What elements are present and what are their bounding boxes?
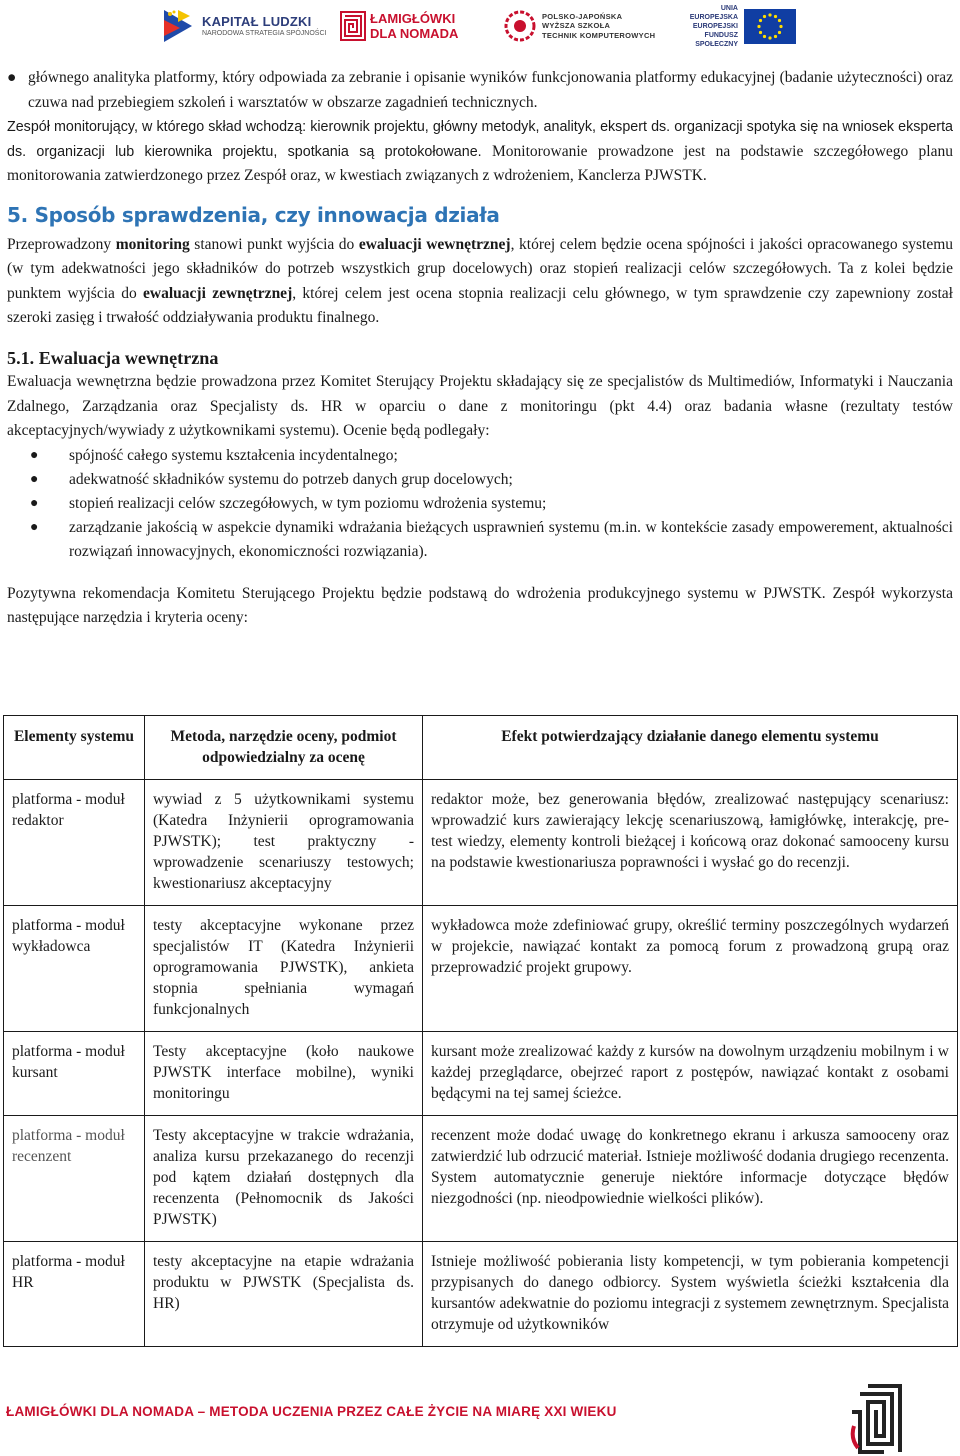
cell-method: testy akceptacyjne wykonane przez specjalistów IT (Katedra Inżynierii oprogramowania PJWSTK), ankieta stopnia spełniania wymagań funkcjonalnych bbox=[145, 906, 423, 1032]
cell-effect: kursant może zrealizować każdy z kursów na dowolnym urządzeniu mobilnym i w każdej przeglądarce, obejrzeć raport z postępów, nawiązać kontakt z osobami będącymi na tej samej ścieżce. bbox=[423, 1032, 958, 1116]
bullet-icon: ● bbox=[30, 471, 39, 487]
table-header-row bbox=[4, 716, 958, 780]
eu-logo bbox=[678, 4, 800, 48]
table-row bbox=[4, 780, 958, 906]
cell-method: Testy akceptacyjne (koło naukowe PJWSTK interface mobilne), wyniki monitoringu bbox=[145, 1032, 423, 1116]
intro-bullet-paragraph bbox=[7, 66, 953, 115]
section-5-heading: 5. Sposób sprawdzenia, czy innowacja działa bbox=[7, 202, 500, 227]
cell-effect: redaktor może, bez generowania błędów, zrealizować następujący scenariusz: wprowadzić kurs zawierający lekcję scenariuszową, łamigłówkę, interakcję, pre-test wiedzy, elementy kontroli bieżącej i końcową oraz dokonać samooceny kursu na podstawie kwestionariusza poprawności i wysłać go do recenzji. bbox=[423, 780, 958, 906]
lamiglowki-logo bbox=[340, 4, 472, 48]
cell-method: testy akceptacyjne na etapie wdrażania produktu w PJWSTK (Specjalista ds. HR) bbox=[145, 1242, 423, 1347]
footer-text: ŁAMIGŁÓWKI DLA NOMADA – METODA UCZENIA PRZEZ CAŁE ŻYCIE NA MIARĘ XXI WIEKU bbox=[6, 1404, 617, 1419]
recommendation-paragraph: Pozytywna rekomendacja Komitetu Sterującego Projektu będzie podstawą do wdrożenia produkcyjnego systemu w PJWSTK. Zespół wykorzysta następujące narzędzia i kryteria oceny: bbox=[7, 584, 953, 626]
header-method: Metoda, narzędzie oceny, podmiot odpowiedzialny za ocenę bbox=[145, 716, 423, 780]
cell-effect: Istnieje możliwość pobierania listy kompetencji, w tym pobierania kompetencji przypisanych do danego odbiorcy. System wyświetla ścieżki kształcenia dla kursantów adekwatnie do poziomu integracji z systemem zewnętrznym. Specjalista otrzymuje od użytkowników bbox=[423, 1242, 958, 1347]
intro-p3: Monitorowanie prowadzone jest na podstawie szczegółowego planu monitorowania zatwierdzonego przez Zespół oraz, w kwestiach związanych z wdrożeniem, Kanclerza PJWSTK. bbox=[7, 142, 953, 184]
monitoring-team-paragraph bbox=[7, 115, 953, 189]
criteria-list bbox=[30, 444, 953, 564]
table-row bbox=[4, 1242, 958, 1347]
cell-method: Testy akceptacyjne w trakcie wdrażania, analiza kursu przekazanego do recenzji pod kątem działań dostępnych dla recenzenta (Pełnomocnik ds Jakości PJWSTK) bbox=[145, 1116, 423, 1242]
lamiglowki-line2: DLA NOMADA bbox=[370, 26, 459, 41]
section-5-1-paragraph: Ewaluacja wewnętrzna będzie prowadzona przez Komitet Sterujący Projektu składający się ze specjalistów ds Multimediów, Informatyki i Nauczania Zdalnego, Zarządzania oraz Specjalisty ds. HR w oparciu o dane z monitoringu (pkt 4.4) oraz badania własne (rezultaty testów akceptacyjnych/wywiady z użytkownikami systemu). Ocenie będą podlegały: bbox=[7, 373, 953, 439]
kapital-ludzki-emblem-icon bbox=[160, 6, 196, 46]
pjwstk-line2: WYŻSZA SZKOŁA bbox=[542, 21, 611, 31]
table-row bbox=[4, 906, 958, 1032]
section-5-1-heading: 5.1. Ewaluacja wewnętrzna bbox=[7, 347, 219, 368]
bullet-icon: ● bbox=[7, 69, 17, 86]
table-row bbox=[4, 1032, 958, 1116]
cell-method: wywiad z 5 użytkownikami systemu (Katedra Inżynierii oprogramowania PJWSTK); test praktyczny - wprowadzenie scenariuszy testowych; kwestionariusz akceptacyjny bbox=[145, 780, 423, 906]
cell-element: platforma - moduł wykładowca bbox=[4, 906, 145, 1032]
intro-p2: Zespół monitorujący, w którego skład wchodzą: kierownik projektu, główny metodyk, analityk, ekspert ds. organizacji spotyka się na wniosek eksperta ds. organizacji lub kierownika projektu, spotkania są protokołowane. bbox=[7, 119, 953, 160]
eu-flag-icon bbox=[744, 9, 796, 44]
list-item: ● stopień realizacji celów szczegółowych, w tym poziomu wdrożenia systemu; bbox=[30, 492, 953, 516]
pjwstk-line3: TECHNIK KOMPUTEROWYCH bbox=[542, 30, 656, 40]
bullet-icon: ● bbox=[30, 447, 39, 463]
table-row bbox=[4, 1116, 958, 1242]
cell-effect: wykładowca może zdefiniować grupy, określić terminy poszczególnych wydarzeń w projekcie, nawiązać kontakt za pomocą forum z prowadzoną grupą oraz przeprowadzić projekt grupowy. bbox=[423, 906, 958, 1032]
list-item: ● zarządzanie jakością w aspekcie dynamiki wdrażania bieżących usprawnień systemu (m.in. w kontekście zasady empowerement, aktualności rozwiązań innowacyjnych, ekonomiczności rozwiązania). bbox=[30, 516, 953, 564]
cell-element: platforma - moduł kursant bbox=[4, 1032, 145, 1116]
intro-p1: głównego analityka platformy, który odpowiada za zebranie i opisanie wyników funkcjonowania platformy edukacyjnej (badanie użyteczności) oraz czuwa nad przebiegiem szkoleń i warsztatów w obszarze zagadnień technicznych. bbox=[28, 69, 953, 111]
header-elements: Elementy systemu bbox=[4, 716, 145, 780]
lamiglowki-line1: ŁAMIGŁÓWKI bbox=[370, 11, 456, 26]
pjwstk-logo bbox=[504, 4, 656, 48]
evaluation-table bbox=[3, 715, 958, 1347]
cell-element: platforma - moduł HR bbox=[4, 1242, 145, 1347]
bullet-icon: ● bbox=[30, 519, 39, 535]
pjwstk-line1: POLSKO-JAPOŃSKA bbox=[542, 11, 623, 21]
lamiglowki-maze-icon bbox=[340, 11, 366, 41]
footer-maze-icon bbox=[848, 1382, 912, 1456]
kapital-ludzki-logo bbox=[160, 4, 330, 48]
header-logos bbox=[0, 0, 960, 52]
section-5-paragraph: Przeprowadzony monitoring stanowi punkt wyjścia do ewaluacji wewnętrznej, której celem będzie ocena spójności i jakości opracowanego systemu (w tym adekwatności jego składników do potrzeb wszystkich grup docelowych) oraz stopień realizacji celów szczegółowych. Ta z kolei będzie punktem wyjścia do ewaluacji zewnętrznej, której celem jest ocena stopnia realizacji celu głównego, w tym sprawdzenie czy zapewniony został szeroki zasięg i trwałość oddziaływania produktu finalnego. bbox=[7, 235, 954, 326]
cell-element: platforma - moduł redaktor bbox=[4, 780, 145, 906]
header-effect: Efekt potwierdzający działanie danego elementu systemu bbox=[423, 716, 958, 780]
pjwstk-circle-icon bbox=[504, 10, 536, 42]
list-item: ● spójność całego systemu kształcenia incydentalnego; bbox=[30, 444, 953, 468]
bullet-icon: ● bbox=[30, 495, 39, 511]
eu-line1: UNIA EUROPEJSKA bbox=[689, 4, 738, 21]
document-body bbox=[7, 66, 953, 631]
kapital-ludzki-subtitle: NARODOWA STRATEGIA SPÓJNOŚCI bbox=[202, 29, 327, 37]
eu-line3: FUNDUSZ SPOŁECZNY bbox=[695, 31, 738, 48]
cell-effect: recenzent może dodać uwagę do konkretnego ekranu i arkusza samooceny oraz zatwierdzić lub odrzucić materiał. Istnieje możliwość dodania drugiego recenzenta. System automatycznie generuje niektóre informacje dotyczące błędów niezgodności (np. nieodpowiednie wielkości plików). bbox=[423, 1116, 958, 1242]
eu-line2: EUROPEJSKI bbox=[692, 22, 738, 30]
cell-element: platforma - moduł recenzent bbox=[4, 1116, 145, 1242]
list-item: ● adekwatność składników systemu do potrzeb danych grup docelowych; bbox=[30, 468, 953, 492]
kapital-ludzki-title: KAPITAŁ LUDZKI bbox=[202, 13, 312, 29]
